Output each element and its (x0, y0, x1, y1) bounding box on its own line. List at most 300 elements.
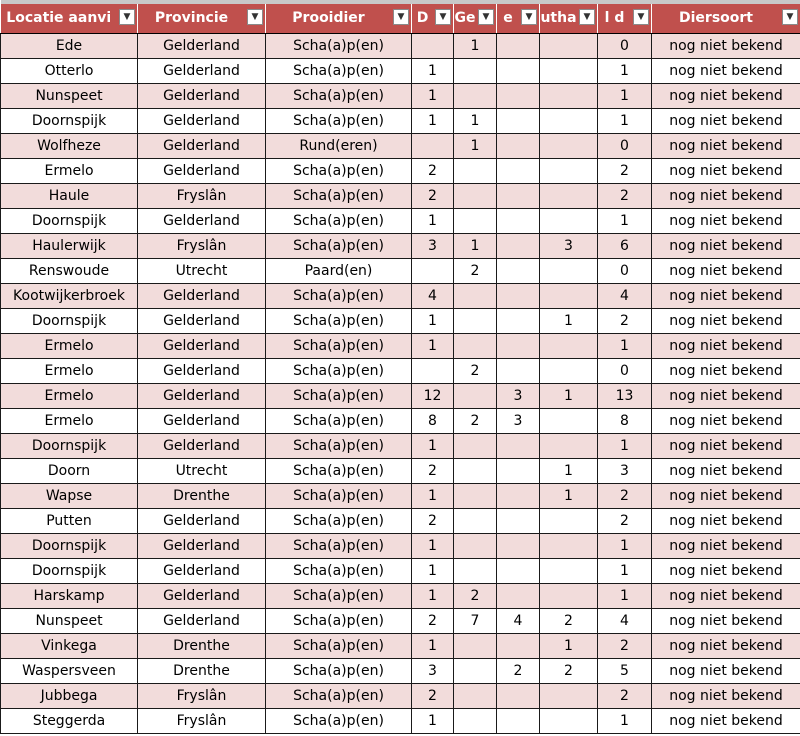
table-cell[interactable]: 1 (412, 534, 454, 559)
table-cell[interactable] (497, 559, 540, 584)
table-cell[interactable]: 1 (598, 434, 652, 459)
table-row (1, 259, 800, 284)
table-cell[interactable]: Doornspijk (1, 109, 138, 134)
table-cell[interactable]: Gelderland (138, 409, 266, 434)
table-cell[interactable]: 1 (598, 334, 652, 359)
table-cell[interactable]: Putten (1, 509, 138, 534)
table-cell[interactable]: Scha(a)p(en) (266, 284, 412, 309)
filter-dropdown-icon[interactable]: ▼ (579, 9, 595, 25)
table-row (1, 584, 800, 609)
table-cell[interactable]: Gelderland (138, 584, 266, 609)
table-cell[interactable]: 3 (540, 234, 598, 259)
table-cell[interactable]: Haulerwijk (1, 234, 138, 259)
table-cell[interactable] (540, 284, 598, 309)
table-cell[interactable]: Ermelo (1, 159, 138, 184)
table-cell[interactable]: nog niet bekend (652, 684, 800, 709)
table-cell[interactable]: Scha(a)p(en) (266, 184, 412, 209)
filter-dropdown-icon[interactable]: ▼ (521, 9, 537, 25)
table-cell[interactable] (412, 259, 454, 284)
table-row (1, 684, 800, 709)
table-cell[interactable] (497, 509, 540, 534)
table-cell[interactable]: 2 (454, 259, 497, 284)
table-cell[interactable]: 2 (454, 584, 497, 609)
table-cell[interactable] (497, 359, 540, 384)
table-cell[interactable] (540, 184, 598, 209)
table-cell[interactable]: Scha(a)p(en) (266, 584, 412, 609)
table-row (1, 659, 800, 684)
table-row (1, 309, 800, 334)
table-cell[interactable] (540, 159, 598, 184)
table-cell[interactable]: 8 (412, 409, 454, 434)
column-header (652, 2, 800, 34)
table-cell[interactable]: 1 (412, 584, 454, 609)
table-cell[interactable]: nog niet bekend (652, 309, 800, 334)
table-cell[interactable]: 1 (412, 109, 454, 134)
table-cell[interactable]: 2 (598, 634, 652, 659)
table-cell[interactable]: Scha(a)p(en) (266, 509, 412, 534)
table-cell[interactable] (454, 284, 497, 309)
table-cell[interactable]: 2 (598, 484, 652, 509)
table-row (1, 609, 800, 634)
table-cell[interactable] (540, 709, 598, 734)
table-cell[interactable] (454, 684, 497, 709)
table-cell[interactable]: nog niet bekend (652, 584, 800, 609)
table-cell[interactable] (454, 709, 497, 734)
table-cell[interactable]: 2 (412, 184, 454, 209)
table-cell[interactable] (454, 534, 497, 559)
table-cell[interactable] (497, 484, 540, 509)
table-cell[interactable]: 3 (497, 409, 540, 434)
table-cell[interactable]: Scha(a)p(en) (266, 609, 412, 634)
table-cell[interactable] (497, 434, 540, 459)
table-cell[interactable] (497, 584, 540, 609)
table-cell[interactable]: Fryslân (138, 709, 266, 734)
table-cell[interactable]: 1 (412, 59, 454, 84)
table-cell[interactable] (454, 59, 497, 84)
table-cell[interactable] (454, 159, 497, 184)
table-cell[interactable]: 1 (454, 234, 497, 259)
table-cell[interactable] (454, 209, 497, 234)
table-cell[interactable] (454, 434, 497, 459)
table-cell[interactable]: 1 (412, 334, 454, 359)
table-cell[interactable]: Scha(a)p(en) (266, 84, 412, 109)
table-cell[interactable]: Scha(a)p(en) (266, 534, 412, 559)
table-cell[interactable]: Harskamp (1, 584, 138, 609)
table-cell[interactable]: 7 (454, 609, 497, 634)
table-cell[interactable]: 1 (540, 634, 598, 659)
table-row (1, 334, 800, 359)
column-header-label: Provincie (154, 10, 229, 26)
table-cell[interactable]: nog niet bekend (652, 34, 800, 59)
column-header-label: Diersoort (679, 10, 753, 26)
table-cell[interactable]: 1 (598, 59, 652, 84)
table-cell[interactable]: Doornspijk (1, 534, 138, 559)
table-cell[interactable]: Gelderland (138, 59, 266, 84)
table-cell[interactable]: Scha(a)p(en) (266, 459, 412, 484)
table-cell[interactable]: 1 (598, 209, 652, 234)
table-cell[interactable]: Doornspijk (1, 209, 138, 234)
table-cell[interactable]: 8 (598, 409, 652, 434)
table-cell[interactable]: 1 (412, 309, 454, 334)
table-cell[interactable]: 2 (497, 659, 540, 684)
table-cell[interactable]: 1 (540, 384, 598, 409)
table-cell[interactable]: 5 (598, 659, 652, 684)
table-cell[interactable]: 3 (412, 659, 454, 684)
table-row (1, 484, 800, 509)
table-cell[interactable]: 1 (412, 84, 454, 109)
table-cell[interactable] (497, 34, 540, 59)
table-cell[interactable] (454, 459, 497, 484)
column-header-label: e (503, 10, 513, 26)
table-cell[interactable]: Ermelo (1, 384, 138, 409)
table-cell[interactable]: Scha(a)p(en) (266, 684, 412, 709)
table-cell[interactable]: Ede (1, 34, 138, 59)
table-cell[interactable]: 1 (412, 484, 454, 509)
filter-dropdown-icon[interactable]: ▼ (435, 9, 451, 25)
table-cell[interactable] (540, 209, 598, 234)
table-cell[interactable]: nog niet bekend (652, 109, 800, 134)
table-cell[interactable] (497, 534, 540, 559)
table-cell[interactable]: 2 (412, 159, 454, 184)
table-cell[interactable]: nog niet bekend (652, 634, 800, 659)
table-cell[interactable]: 2 (598, 184, 652, 209)
table-cell[interactable]: nog niet bekend (652, 434, 800, 459)
table-cell[interactable]: 1 (598, 84, 652, 109)
table-cell[interactable]: 2 (540, 609, 598, 634)
table-cell[interactable]: nog niet bekend (652, 159, 800, 184)
table-cell[interactable]: 12 (412, 384, 454, 409)
table-cell[interactable]: nog niet bekend (652, 284, 800, 309)
table-cell[interactable]: Gelderland (138, 109, 266, 134)
table-cell[interactable] (454, 84, 497, 109)
table-cell[interactable] (497, 184, 540, 209)
table-cell[interactable] (540, 34, 598, 59)
table-cell[interactable]: 1 (412, 209, 454, 234)
table-cell[interactable]: Wolfheze (1, 134, 138, 159)
column-header-label: utha (540, 10, 577, 26)
table-cell[interactable]: Scha(a)p(en) (266, 634, 412, 659)
table-cell[interactable]: Doorn (1, 459, 138, 484)
table-cell[interactable]: nog niet bekend (652, 484, 800, 509)
table-cell[interactable] (540, 109, 598, 134)
table-cell[interactable]: 0 (598, 34, 652, 59)
table-cell[interactable]: Haule (1, 184, 138, 209)
table-cell[interactable]: 1 (598, 109, 652, 134)
table-cell[interactable] (540, 84, 598, 109)
table-cell[interactable]: nog niet bekend (652, 534, 800, 559)
table-row (1, 534, 800, 559)
column-header-label: Ge (454, 10, 476, 26)
table-cell[interactable]: 1 (540, 459, 598, 484)
table-cell[interactable]: 13 (598, 384, 652, 409)
table-cell[interactable]: Scha(a)p(en) (266, 359, 412, 384)
table-cell[interactable]: 2 (454, 409, 497, 434)
table-cell[interactable]: nog niet bekend (652, 334, 800, 359)
table-cell[interactable] (540, 509, 598, 534)
table-row (1, 184, 800, 209)
table-cell[interactable] (454, 184, 497, 209)
table-cell[interactable]: 3 (598, 459, 652, 484)
table-cell[interactable]: Scha(a)p(en) (266, 384, 412, 409)
table-cell[interactable] (497, 234, 540, 259)
table-cell[interactable]: nog niet bekend (652, 409, 800, 434)
table-row (1, 159, 800, 184)
table-cell[interactable]: Rund(eren) (266, 134, 412, 159)
table-cell[interactable]: nog niet bekend (652, 459, 800, 484)
table-cell[interactable]: Gelderland (138, 359, 266, 384)
table-cell[interactable]: 4 (412, 284, 454, 309)
table-cell[interactable]: Ermelo (1, 409, 138, 434)
table-row (1, 509, 800, 534)
table-cell[interactable]: Gelderland (138, 559, 266, 584)
table-cell[interactable]: Scha(a)p(en) (266, 709, 412, 734)
table-cell[interactable]: 4 (598, 284, 652, 309)
table-cell[interactable]: Gelderland (138, 84, 266, 109)
table-cell[interactable]: 1 (412, 709, 454, 734)
table-cell[interactable]: nog niet bekend (652, 84, 800, 109)
table-cell[interactable]: Scha(a)p(en) (266, 309, 412, 334)
table-cell[interactable] (497, 59, 540, 84)
table-cell[interactable]: 0 (598, 359, 652, 384)
column-header (454, 2, 497, 34)
filter-dropdown-icon[interactable]: ▼ (119, 9, 135, 25)
table-cell[interactable]: 3 (497, 384, 540, 409)
table-cell[interactable]: Paard(en) (266, 259, 412, 284)
table-cell[interactable] (540, 584, 598, 609)
table-cell[interactable] (497, 134, 540, 159)
table-row (1, 234, 800, 259)
table-cell[interactable] (497, 309, 540, 334)
filter-dropdown-icon[interactable]: ▼ (633, 9, 649, 25)
table-cell[interactable]: Ermelo (1, 334, 138, 359)
table-cell[interactable]: Fryslân (138, 234, 266, 259)
table-cell[interactable]: Scha(a)p(en) (266, 409, 412, 434)
table-cell[interactable]: Scha(a)p(en) (266, 434, 412, 459)
column-header-label: D (416, 10, 429, 26)
table-cell[interactable]: 1 (412, 559, 454, 584)
table-cell[interactable]: Scha(a)p(en) (266, 109, 412, 134)
table-cell[interactable]: Scha(a)p(en) (266, 334, 412, 359)
column-header (266, 2, 412, 34)
table-cell[interactable]: Steggerda (1, 709, 138, 734)
table-cell[interactable] (540, 434, 598, 459)
table-cell[interactable]: nog niet bekend (652, 384, 800, 409)
table-cell[interactable]: Fryslân (138, 684, 266, 709)
table-cell[interactable]: Gelderland (138, 284, 266, 309)
table-row (1, 109, 800, 134)
table-cell[interactable]: Scha(a)p(en) (266, 484, 412, 509)
table-cell[interactable]: Jubbega (1, 684, 138, 709)
table-cell[interactable]: 1 (598, 709, 652, 734)
table-cell[interactable]: nog niet bekend (652, 609, 800, 634)
table-cell[interactable]: Drenthe (138, 484, 266, 509)
table-cell[interactable]: Gelderland (138, 159, 266, 184)
table-cell[interactable]: Utrecht (138, 259, 266, 284)
header-row (1, 2, 800, 34)
table-cell[interactable] (540, 534, 598, 559)
table-cell[interactable]: Scha(a)p(en) (266, 59, 412, 84)
table-cell[interactable]: 2 (412, 459, 454, 484)
filter-dropdown-icon[interactable]: ▼ (247, 9, 263, 25)
table-cell[interactable] (497, 159, 540, 184)
column-header-label: Locatie aanvi (6, 10, 112, 26)
column-header (540, 2, 598, 34)
table-cell[interactable]: 1 (412, 634, 454, 659)
table-cell[interactable]: Utrecht (138, 459, 266, 484)
table-cell[interactable]: nog niet bekend (652, 59, 800, 84)
table-cell[interactable] (540, 134, 598, 159)
column-header (1, 2, 138, 34)
column-header (412, 2, 454, 34)
table-cell[interactable]: Fryslân (138, 184, 266, 209)
table-cell[interactable]: Drenthe (138, 659, 266, 684)
table-cell[interactable]: nog niet bekend (652, 359, 800, 384)
filter-dropdown-icon[interactable]: ▼ (393, 9, 409, 25)
table-cell[interactable] (454, 309, 497, 334)
table-cell[interactable]: 2 (412, 684, 454, 709)
table-cell[interactable]: nog niet bekend (652, 184, 800, 209)
table-cell[interactable] (454, 484, 497, 509)
table-row (1, 34, 800, 59)
table-cell[interactable]: Gelderland (138, 209, 266, 234)
table-row (1, 409, 800, 434)
table-cell[interactable] (540, 559, 598, 584)
table-cell[interactable]: Scha(a)p(en) (266, 159, 412, 184)
table-cell[interactable]: 4 (598, 609, 652, 634)
table-cell[interactable]: Drenthe (138, 634, 266, 659)
table-cell[interactable]: 2 (454, 359, 497, 384)
table-cell[interactable]: Gelderland (138, 309, 266, 334)
table-cell[interactable] (540, 409, 598, 434)
table-cell[interactable] (454, 634, 497, 659)
table-cell[interactable]: Scha(a)p(en) (266, 559, 412, 584)
table-row (1, 284, 800, 309)
table-cell[interactable]: 0 (598, 259, 652, 284)
table-cell[interactable]: Scha(a)p(en) (266, 234, 412, 259)
table-cell[interactable]: nog niet bekend (652, 559, 800, 584)
table-cell[interactable]: 1 (598, 534, 652, 559)
filter-dropdown-icon[interactable]: ▼ (782, 9, 798, 25)
table-cell[interactable]: Scha(a)p(en) (266, 34, 412, 59)
column-header (598, 2, 652, 34)
table-cell[interactable]: 0 (598, 134, 652, 159)
table-cell[interactable]: 2 (598, 309, 652, 334)
table-cell[interactable]: nog niet bekend (652, 134, 800, 159)
table-cell[interactable]: Gelderland (138, 609, 266, 634)
table-cell[interactable]: Wapse (1, 484, 138, 509)
table-cell[interactable]: Renswoude (1, 259, 138, 284)
table-cell[interactable] (497, 259, 540, 284)
table-cell[interactable] (497, 209, 540, 234)
table-cell[interactable]: Gelderland (138, 334, 266, 359)
table-cell[interactable]: nog niet bekend (652, 659, 800, 684)
table-cell[interactable] (497, 709, 540, 734)
table-cell[interactable]: 2 (412, 509, 454, 534)
filter-dropdown-icon[interactable]: ▼ (478, 9, 494, 25)
table-cell[interactable]: 2 (412, 609, 454, 634)
table-body (1, 34, 800, 734)
table-cell[interactable]: 1 (540, 484, 598, 509)
table-row (1, 59, 800, 84)
table-cell[interactable]: 2 (598, 684, 652, 709)
table-cell[interactable]: 6 (598, 234, 652, 259)
table-cell[interactable] (454, 334, 497, 359)
table-cell[interactable] (412, 134, 454, 159)
table-cell[interactable] (412, 359, 454, 384)
table-cell[interactable]: 3 (412, 234, 454, 259)
table-cell[interactable] (540, 59, 598, 84)
table-cell[interactable]: nog niet bekend (652, 234, 800, 259)
table-cell[interactable]: Waspersveen (1, 659, 138, 684)
table-cell[interactable]: 2 (598, 509, 652, 534)
table-row (1, 434, 800, 459)
table-cell[interactable]: 2 (598, 159, 652, 184)
table-cell[interactable]: 1 (412, 434, 454, 459)
table-cell[interactable]: 1 (540, 309, 598, 334)
table-cell[interactable]: nog niet bekend (652, 509, 800, 534)
table-cell[interactable] (454, 559, 497, 584)
table-cell[interactable]: 4 (497, 609, 540, 634)
table-cell[interactable]: Doornspijk (1, 309, 138, 334)
table-cell[interactable] (454, 659, 497, 684)
table-cell[interactable] (540, 259, 598, 284)
table-cell[interactable]: Scha(a)p(en) (266, 659, 412, 684)
table-cell[interactable] (497, 334, 540, 359)
table-cell[interactable]: Gelderland (138, 434, 266, 459)
table-cell[interactable]: 1 (454, 34, 497, 59)
table-row (1, 384, 800, 409)
table-cell[interactable]: Gelderland (138, 384, 266, 409)
table-cell[interactable]: nog niet bekend (652, 259, 800, 284)
table-cell[interactable]: 2 (540, 659, 598, 684)
table-cell[interactable] (540, 334, 598, 359)
table-cell[interactable]: Gelderland (138, 509, 266, 534)
table-cell[interactable]: Otterlo (1, 59, 138, 84)
table-cell[interactable]: Vinkega (1, 634, 138, 659)
table-cell[interactable] (497, 109, 540, 134)
table-cell[interactable]: 1 (454, 109, 497, 134)
table-cell[interactable]: Doornspijk (1, 559, 138, 584)
table-cell[interactable] (540, 359, 598, 384)
table-cell[interactable]: nog niet bekend (652, 709, 800, 734)
table-cell[interactable]: Gelderland (138, 134, 266, 159)
table-cell[interactable]: Nunspeet (1, 84, 138, 109)
table-cell[interactable]: Gelderland (138, 534, 266, 559)
table-cell[interactable] (497, 459, 540, 484)
table-cell[interactable] (454, 384, 497, 409)
table-cell[interactable]: Kootwijkerbroek (1, 284, 138, 309)
table-cell[interactable]: 1 (598, 559, 652, 584)
table-cell[interactable]: Ermelo (1, 359, 138, 384)
table-cell[interactable]: Doornspijk (1, 434, 138, 459)
column-header-label: Prooidier (292, 10, 365, 26)
table-cell[interactable]: Nunspeet (1, 609, 138, 634)
table-cell[interactable]: Scha(a)p(en) (266, 209, 412, 234)
table-cell[interactable] (540, 684, 598, 709)
table-cell[interactable]: nog niet bekend (652, 209, 800, 234)
table-cell[interactable] (454, 509, 497, 534)
table-cell[interactable] (497, 684, 540, 709)
table-row (1, 209, 800, 234)
table-cell[interactable]: 1 (454, 134, 497, 159)
table-cell[interactable]: Gelderland (138, 34, 266, 59)
table-cell[interactable] (497, 284, 540, 309)
table-row (1, 84, 800, 109)
table-cell[interactable] (497, 634, 540, 659)
table-cell[interactable] (497, 84, 540, 109)
table-cell[interactable]: 1 (598, 584, 652, 609)
table-cell[interactable] (412, 34, 454, 59)
